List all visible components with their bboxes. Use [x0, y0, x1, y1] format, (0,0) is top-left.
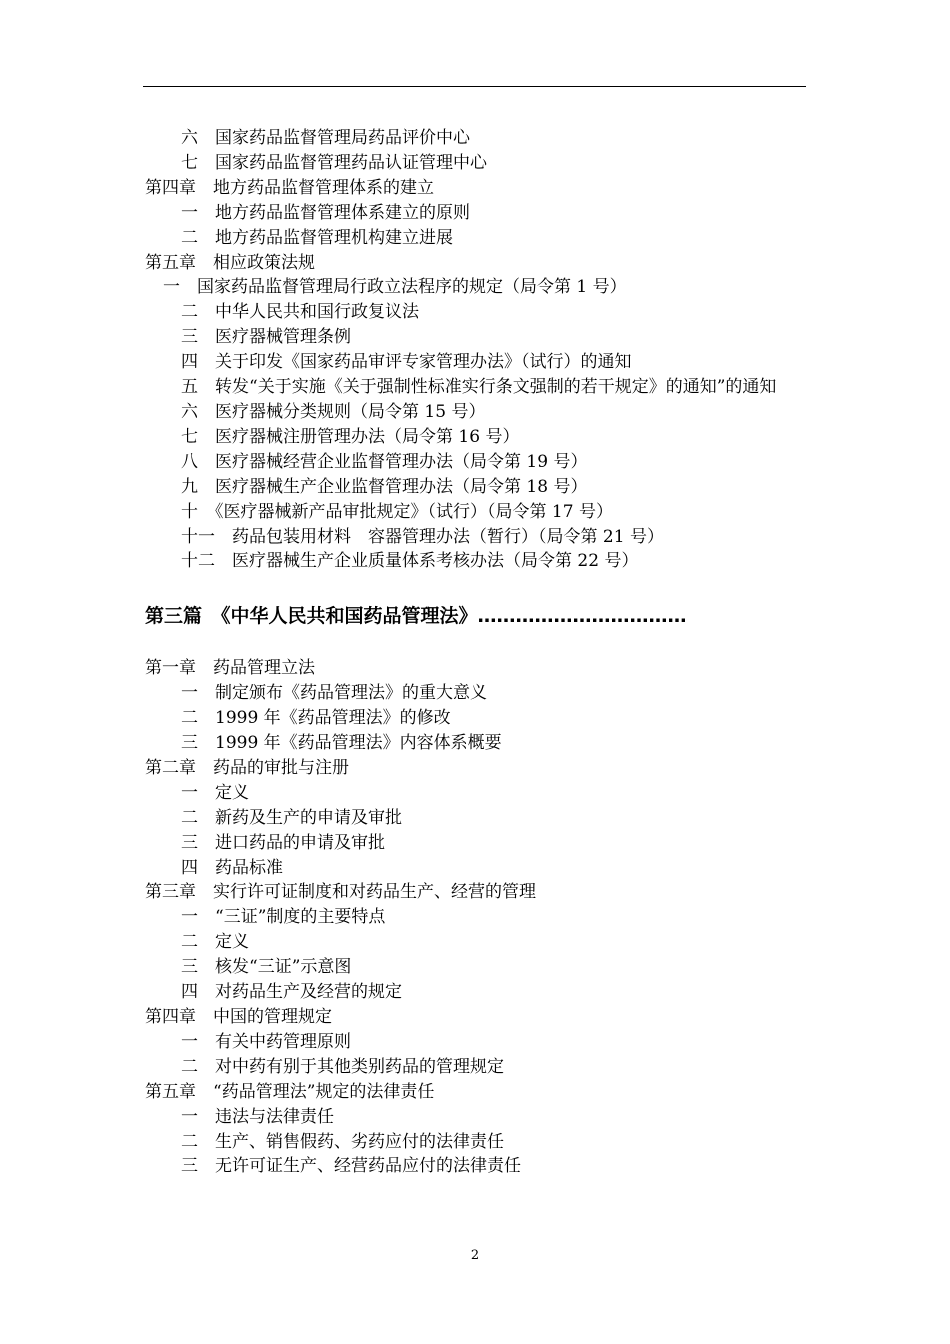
- toc-entry: 三 进口药品的申请及审批: [181, 832, 385, 853]
- toc-entry: 五 转发“关于实施《关于强制性标准实行条文强制的若干规定》的通知”的通知: [181, 377, 777, 398]
- toc-chapter: 第四章 中国的管理规定: [145, 1007, 332, 1027]
- toc-chapter: 第五章 相应政策法规: [145, 252, 315, 273]
- toc-entry: 一 制定颁布《药品管理法》的重大意义: [181, 683, 487, 704]
- toc-entry: 四 对药品生产及经营的规定: [181, 982, 402, 1003]
- toc-entry: 四 药品标准: [181, 857, 283, 878]
- toc-entry: 七 医疗器械注册管理办法（局令第 16 号）: [181, 426, 520, 447]
- toc-entry: 二 中华人民共和国行政复议法: [181, 302, 419, 323]
- toc-list-before: [145, 126, 807, 574]
- toc-entry: 三 无许可证生产、经营药品应付的法律责任: [181, 1156, 521, 1177]
- part-heading-title: 第三篇 《中华人民共和国药品管理法》: [145, 605, 478, 628]
- toc-chapter: 第四章 地方药品监督管理体系的建立: [145, 177, 434, 198]
- toc-entry: 一 国家药品监督管理局行政立法程序的规定（局令第 1 号）: [163, 277, 627, 298]
- page-number: 2: [470, 1248, 480, 1263]
- toc-entry: 一 违法与法律责任: [181, 1106, 334, 1127]
- toc-entry: 二 定义: [181, 932, 249, 953]
- toc-chapter: 第三章 实行许可证制度和对药品生产、经营的管理: [145, 882, 536, 903]
- toc-entry: 四 关于印发《国家药品审评专家管理办法》（试行）的通知: [181, 352, 632, 373]
- toc-entry: 九 医疗器械生产企业监督管理办法（局令第 18 号）: [181, 476, 588, 497]
- toc-entry: 三 核发“三证”示意图: [181, 957, 352, 978]
- part-heading-leader-dots: ……………………………: [477, 605, 687, 628]
- toc-entry: 十 《医疗器械新产品审批规定》（试行）（局令第 17 号）: [181, 501, 613, 522]
- toc-entry: 八 医疗器械经营企业监督管理办法（局令第 19 号）: [181, 451, 588, 472]
- toc-entry: 二 对中药有别于其他类别药品的管理规定: [181, 1056, 504, 1077]
- toc-entry: 一 地方药品监督管理体系建立的原则: [181, 202, 470, 223]
- toc-entry: 十一 药品包装用材料 容器管理办法（暂行）（局令第 21 号）: [181, 526, 664, 547]
- header-rule: [143, 86, 806, 87]
- toc-entry: 七 国家药品监督管理药品认证管理中心: [181, 152, 487, 173]
- toc-entry: 二 生产、销售假药、劣药应付的法律责任: [181, 1131, 504, 1152]
- toc-entry: 三 医疗器械管理条例: [181, 327, 351, 348]
- toc-entry: 二 地方药品监督管理机构建立进展: [181, 227, 453, 248]
- toc-entry: 六 国家药品监督管理局药品评价中心: [181, 128, 470, 148]
- part-heading: [145, 590, 807, 642]
- toc-entry: 二 新药及生产的申请及审批: [181, 807, 402, 828]
- toc-entry: 六 医疗器械分类规则（局令第 15 号）: [181, 401, 486, 422]
- toc-entry: 三 1999 年《药品管理法》内容体系概要: [181, 733, 502, 754]
- toc-entry: 一 定义: [181, 782, 249, 803]
- toc-chapter: 第一章 药品管理立法: [145, 658, 315, 679]
- toc-entry: 二 1999 年《药品管理法》的修改: [181, 708, 451, 729]
- toc-entry: 十二 医疗器械生产企业质量体系考核办法（局令第 22 号）: [181, 551, 639, 572]
- toc-entry: 一 有关中药管理原则: [181, 1031, 351, 1052]
- toc-entry: 一 “三证”制度的主要特点: [181, 907, 386, 928]
- toc-chapter: 第五章 “药品管理法”规定的法律责任: [145, 1081, 435, 1102]
- toc-list-after: [145, 656, 807, 1179]
- toc-content: [145, 126, 807, 1179]
- toc-chapter: 第二章 药品的审批与注册: [145, 757, 349, 778]
